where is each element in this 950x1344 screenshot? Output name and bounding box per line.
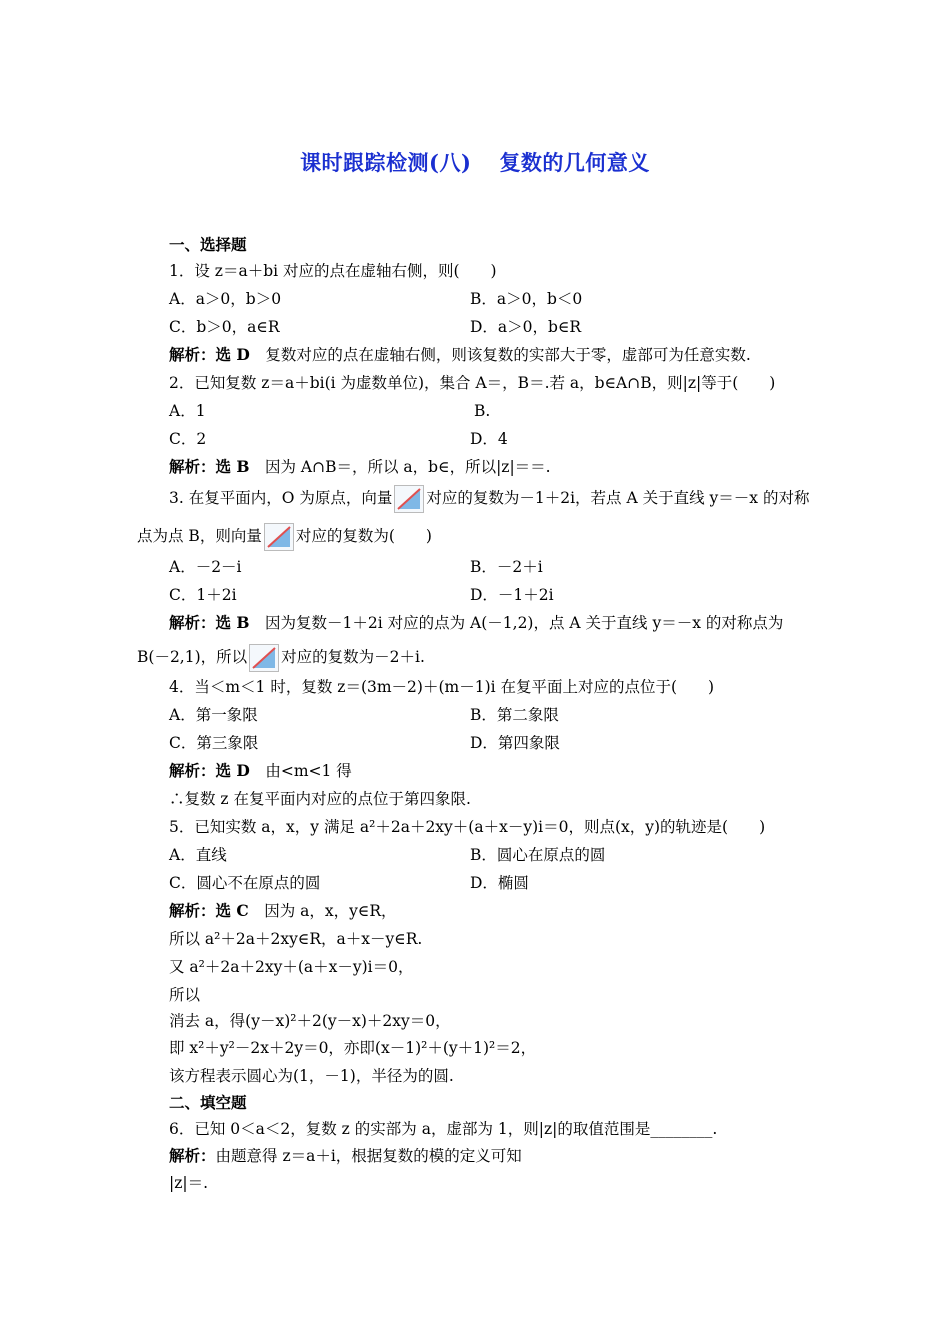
q3-option-a: A．－2－i bbox=[169, 558, 242, 576]
q3-stem-1a: 3. 在复平面内，O 为原点，向量 bbox=[169, 489, 393, 507]
q3-answer-body-1: 因为复数－1＋2i 对应的点为 A(－1,2)，点 A 关于直线 y＝－x 的对称点为 bbox=[249, 614, 784, 632]
q5-answer bbox=[169, 901, 397, 921]
q5-answer-line7: 该方程表示圆心为(1，－1)，半径为的圆. bbox=[169, 1067, 454, 1085]
q5-answer-line3: 又 a²＋2a＋2xy＋(a＋x－y)i＝0， bbox=[169, 958, 414, 976]
q3-option-c: C．1＋2i bbox=[169, 586, 237, 604]
q1-option-b: B．a＞0，b＜0 bbox=[470, 290, 583, 308]
q2-option-d: D．4 bbox=[470, 430, 508, 448]
q4-answer-line2: ∴复数 z 在复平面内对应的点位于第四象限. bbox=[169, 790, 471, 808]
q4-option-c: C．第三象限 bbox=[169, 734, 259, 752]
q4-stem: 4．当＜m＜1 时，复数 z＝(3m－2)＋(m－1)i 在复平面上对应的点位于( ) bbox=[169, 678, 715, 696]
q3-stem-line1 bbox=[169, 485, 809, 513]
q1-stem: 1．设 z＝a＋bi 对应的点在虚轴右侧，则( ) bbox=[169, 262, 497, 280]
q6-answer-body: 由题意得 z＝a＋i，根据复数的模的定义可知 bbox=[215, 1147, 522, 1165]
q2-option-a: A．1 bbox=[169, 402, 206, 420]
q2-option-c: C．2 bbox=[169, 430, 207, 448]
vector-ob-image bbox=[264, 523, 294, 551]
q3-answer-head: 解析：选 B bbox=[169, 613, 250, 632]
q1-answer bbox=[169, 345, 751, 365]
q3-stem-2b: 对应的复数为( ) bbox=[295, 527, 432, 545]
vector-ob-image-2 bbox=[249, 644, 279, 672]
q5-answer-body: 因为 a，x，y∈R， bbox=[248, 902, 397, 920]
q5-stem: 5．已知实数 a，x，y 满足 a²＋2a＋2xy＋(a＋x－y)i＝0，则点(x，y)的轨迹是( ) bbox=[169, 818, 766, 836]
q4-option-b: B．第二象限 bbox=[470, 706, 559, 724]
title-right: 复数的几何意义 bbox=[499, 150, 650, 175]
title-left: 课时跟踪检测(八) bbox=[300, 150, 472, 175]
q2-answer bbox=[169, 457, 551, 477]
q5-answer-head: 解析：选 C bbox=[169, 901, 249, 920]
q1-answer-head: 解析：选 D bbox=[169, 345, 250, 364]
q4-answer bbox=[169, 761, 352, 781]
q5-answer-line4: 所以 bbox=[169, 986, 201, 1004]
q3-stem-line2 bbox=[137, 523, 432, 551]
q3-answer-line2 bbox=[137, 644, 425, 672]
q3-answer-line1 bbox=[169, 613, 783, 633]
q4-answer-body: 由<m<1 得 bbox=[249, 762, 352, 780]
page-title bbox=[0, 147, 950, 177]
q4-answer-head: 解析：选 D bbox=[169, 761, 250, 780]
q6-answer-line2: |z|＝. bbox=[169, 1174, 209, 1192]
section-fill: 二、填空题 bbox=[169, 1093, 247, 1112]
q6-answer bbox=[169, 1146, 522, 1166]
q5-option-d: D．椭圆 bbox=[470, 874, 529, 892]
section-choice: 一、选择题 bbox=[169, 235, 247, 254]
q2-answer-head: 解析：选 B bbox=[169, 457, 250, 476]
q4-option-a: A．第一象限 bbox=[169, 706, 258, 724]
q3-option-b: B．－2＋i bbox=[470, 558, 543, 576]
q4-option-d: D．第四象限 bbox=[470, 734, 560, 752]
q3-answer-body-2b: 对应的复数为－2＋i. bbox=[281, 648, 425, 666]
q5-option-b: B．圆心在原点的圆 bbox=[470, 846, 606, 864]
q6-stem: 6．已知 0＜a＜2，复数 z 的实部为 a，虚部为 1，则|z|的取值范围是________. bbox=[169, 1120, 718, 1138]
q5-answer-line6: 即 x²＋y²－2x＋2y＝0，亦即(x－1)²＋(y＋1)²＝2， bbox=[169, 1039, 537, 1057]
q1-option-c: C．b＞0，a∈R bbox=[169, 318, 280, 336]
q5-option-c: C．圆心不在原点的圆 bbox=[169, 874, 321, 892]
q1-option-d: D．a＞0，b∈R bbox=[470, 318, 582, 336]
q3-stem-1b: 对应的复数为－1＋2i，若点 A 关于直线 y＝－x 的对称 bbox=[426, 489, 810, 507]
q2-option-b: B. bbox=[474, 402, 491, 420]
q1-answer-body: 复数对应的点在虚轴右侧，则该复数的实部大于零，虚部可为任意实数. bbox=[249, 346, 751, 364]
q3-answer-body-2a: B(－2,1)，所以 bbox=[137, 648, 248, 666]
vector-oa-image bbox=[394, 485, 424, 513]
q5-option-a: A．直线 bbox=[169, 846, 227, 864]
q1-option-a: A．a＞0，b＞0 bbox=[169, 290, 282, 308]
q5-answer-line5: 消去 a，得(y－x)²＋2(y－x)＋2xy＝0， bbox=[169, 1012, 451, 1030]
q6-answer-head: 解析： bbox=[169, 1146, 216, 1165]
q5-answer-line2: 所以 a²＋2a＋2xy∈R，a＋x－y∈R. bbox=[169, 930, 423, 948]
q3-stem-2a: 点为点 B，则向量 bbox=[137, 527, 262, 545]
q2-answer-body: 因为 A∩B＝，所以 a，b∈，所以|z|＝＝. bbox=[249, 458, 551, 476]
q2-stem: 2．已知复数 z＝a＋bi(i 为虚数单位)，集合 A＝，B＝.若 a，b∈A∩B，则|z|等于( ) bbox=[169, 374, 776, 392]
q3-option-d: D．－1＋2i bbox=[470, 586, 554, 604]
